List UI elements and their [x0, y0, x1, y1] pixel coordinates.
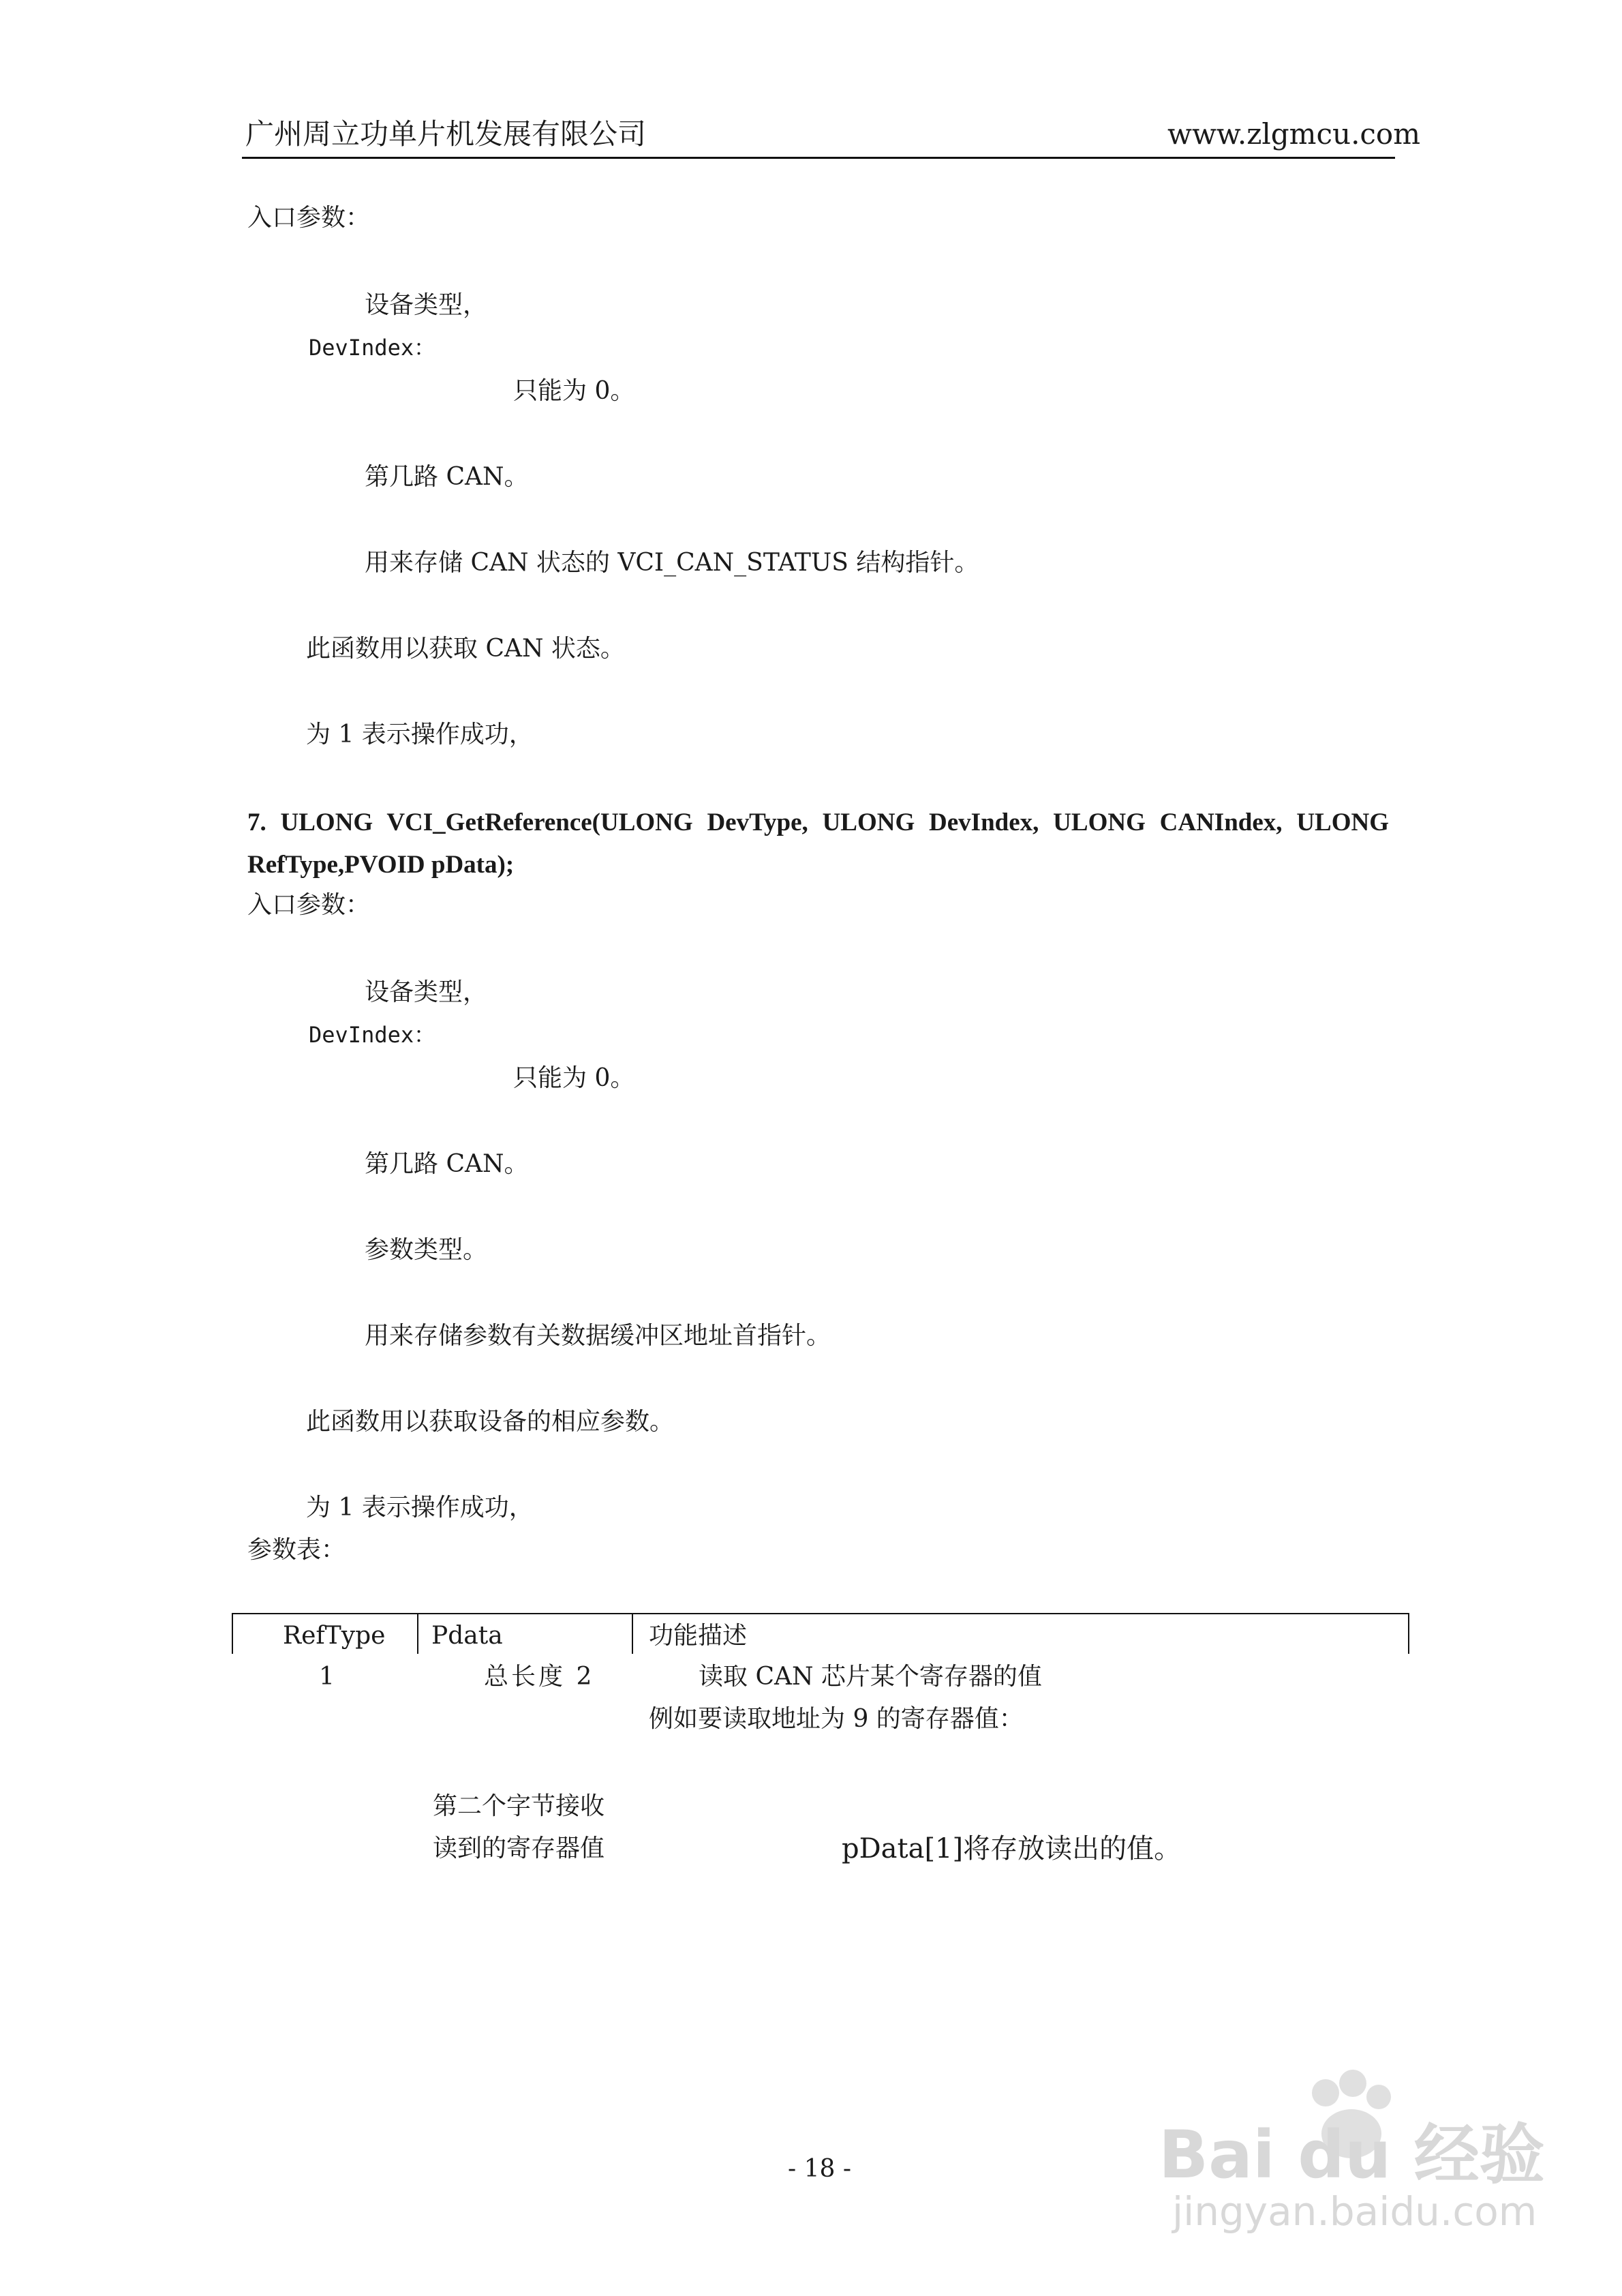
- header-company: 广州周立功单片机发展有限公司: [245, 117, 647, 151]
- header-website: www.zlgmcu.com: [1167, 117, 1421, 151]
- header-rule: [242, 157, 1395, 159]
- watermark-brand: Bai du 经验: [1159, 2117, 1545, 2193]
- canindex-description-2: 第几路 CAN。: [365, 1150, 529, 1178]
- function-description: 此函数用以获取 CAN 状态。: [306, 635, 625, 663]
- pdata-description: 用来存储参数有关数据缓冲区地址首指针。: [365, 1322, 831, 1350]
- table-col-divider-1: [417, 1613, 418, 1654]
- pstatus-description: 用来存储 CAN 状态的 VCI_CAN_STATUS 结构指针。: [365, 549, 979, 577]
- table-cell-desc-line1: 读取 CAN 芯片某个寄存器的值: [699, 1663, 1042, 1691]
- table-cell-pdata: 总长度 2: [484, 1663, 595, 1691]
- table-header-description: 功能描述: [649, 1622, 748, 1650]
- devindex-description-2: 只能为 0。: [513, 1064, 635, 1092]
- param-table-label: 参数表：: [247, 1536, 346, 1564]
- devtype-description-2: 设备类型，: [365, 978, 488, 1006]
- page-number: - 18 -: [788, 2155, 852, 2183]
- return-description-2: 为 1 表示操作成功，: [306, 1494, 534, 1522]
- entry-params-label-2: 入口参数：: [247, 891, 371, 919]
- table-left-border: [232, 1613, 233, 1654]
- table-cell-reftype: 1: [319, 1663, 335, 1691]
- table-right-border: [1408, 1613, 1409, 1654]
- devindex-description: 只能为 0。: [513, 377, 635, 405]
- watermark-url: jingyan.baidu.com: [1172, 2188, 1537, 2235]
- function-description-2: 此函数用以获取设备的相应参数。: [306, 1408, 675, 1436]
- section7-heading-line1: 7. ULONG VCI_GetReference(ULONG DevType, ULONG DevIndex, ULONG CANIndex, ULONG: [247, 809, 1389, 836]
- return-description: 为 1 表示操作成功，: [306, 721, 534, 749]
- table-top-border: [232, 1613, 1409, 1614]
- reftype-description: 参数类型。: [365, 1236, 488, 1264]
- devtype-description: 设备类型，: [365, 291, 488, 319]
- table-cell-desc-line2: 例如要读取地址为 9 的寄存器值：: [649, 1705, 1024, 1733]
- second-byte-receive: 第二个字节接收: [433, 1792, 605, 1820]
- devindex-param-name-2: DevIndex：: [309, 1022, 436, 1048]
- table-header-reftype: RefType: [283, 1622, 386, 1650]
- canindex-description: 第几路 CAN。: [365, 463, 529, 491]
- devindex-param-name: DevIndex：: [309, 335, 436, 361]
- section7-heading-line2: RefType,PVOID pData);: [247, 851, 515, 879]
- pdata-store-note: pData[1]将存放读出的值。: [842, 1833, 1182, 1864]
- table-col-divider-2: [632, 1613, 633, 1654]
- read-register-value: 读到的寄存器值: [433, 1834, 605, 1862]
- entry-params-label: 入口参数：: [247, 204, 371, 232]
- table-header-pdata: Pdata: [431, 1622, 503, 1650]
